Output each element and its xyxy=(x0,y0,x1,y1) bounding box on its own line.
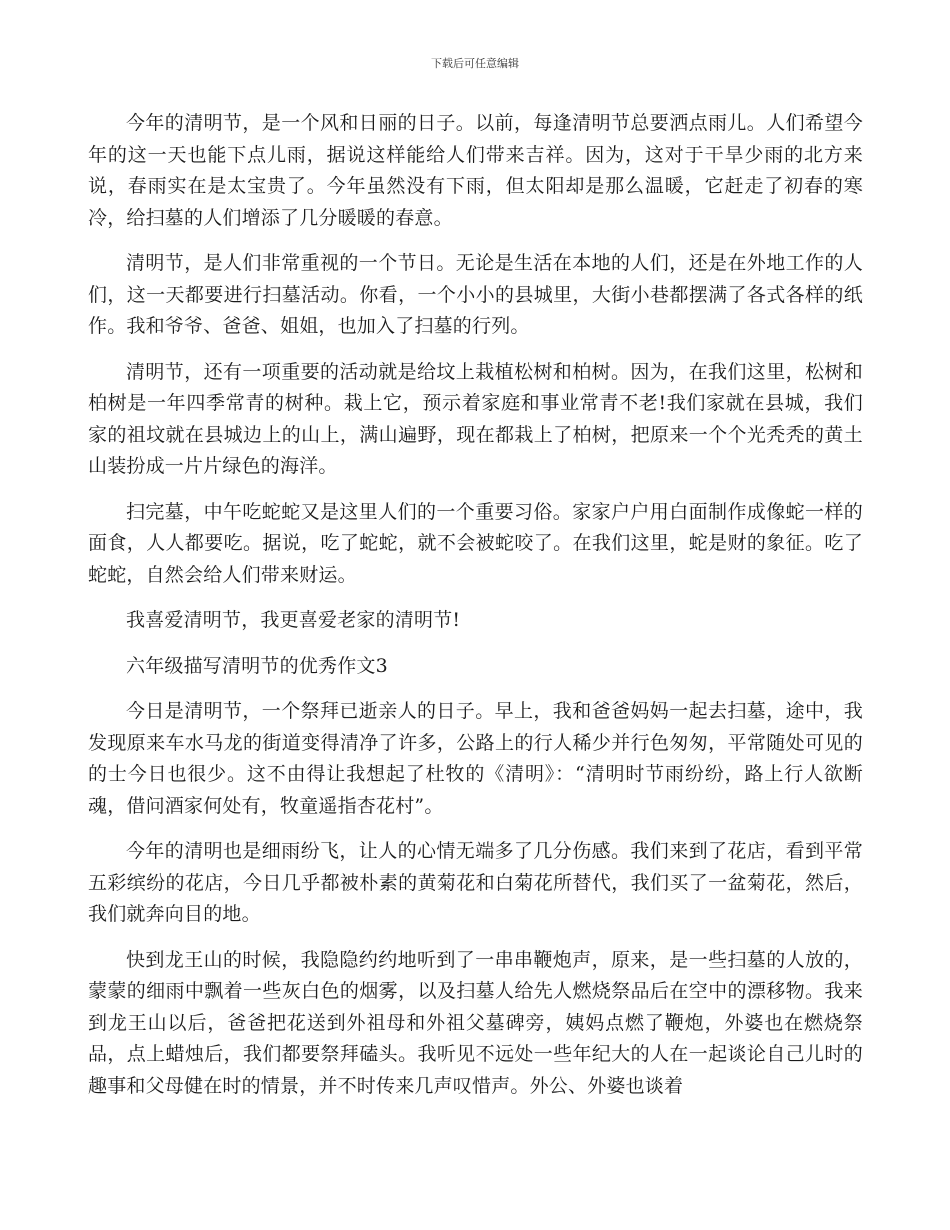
paragraph: 扫完墓，中午吃蛇蛇又是这里人们的一个重要习俗。家家户户用白面制作成像蛇一样的面食，人人都要吃。据说，吃了蛇蛇，就不会被蛇咬了。在我们这里，蛇是财的象征。吃了蛇蛇，自然会给人们带来财运。 xyxy=(88,500,863,586)
page-header-note: 下载后可任意编辑 xyxy=(431,57,519,70)
paragraph: 快到龙王山的时候，我隐隐约约地听到了一串串鞭炮声，原来，是一些扫墓的人放的，蒙蒙的细雨中飘着一些灰白色的烟雾，以及扫墓人给先人燃烧祭品后在空中的漂移物。我来到龙王山以后，爸爸把花送到外祖母和外祖父墓碑旁，姨妈点燃了鞭炮，外婆也在燃烧祭品，点上蜡烛后，我们都要祭拜磕头。我听见不远处一些年纪大的人在一起谈论自己儿时的趣事和父母健在时的情景，并不时传来几声叹惜声。外公、外婆也谈着 xyxy=(88,948,863,1097)
document-body xyxy=(88,108,863,1116)
paragraph: 清明节，还有一项重要的活动就是给坟上栽植松树和柏树。因为，在我们这里，松树和柏树是一年四季常青的树种。栽上它，预示着家庭和事业常青不老!我们家就在县城，我们家的祖坟就在县城边上的山上，满山遍野，现在都栽上了柏树，把原来一个个光秃秃的黄土山装扮成一片片绿色的海洋。 xyxy=(88,360,863,477)
paragraph: 今年的清明节，是一个风和日丽的日子。以前，每逢清明节总要洒点雨儿。人们希望今年的这一天也能下点儿雨，据说这样能给人们带来吉祥。因为，这对于干旱少雨的北方来说，春雨实在是太宝贵了。今年虽然没有下雨，但太阳却是那么温暖，它赶走了初春的寒冷，给扫墓的人们增添了几分暖暖的春意。 xyxy=(88,112,863,229)
paragraph: 我喜爱清明节，我更喜爱老家的清明节! xyxy=(126,609,461,631)
paragraph: 今年的清明也是细雨纷飞，让人的心情无端多了几分伤感。我们来到了花店，看到平常五彩缤纷的花店，今日几乎都被朴素的黄菊花和白菊花所替代，我们买了一盆菊花，然后，我们就奔向目的地。 xyxy=(88,840,863,925)
paragraph: 今日是清明节，一个祭拜已逝亲人的日子。早上，我和爸爸妈妈一起去扫墓，途中，我发现原来车水马龙的街道变得清净了许多，公路上的行人稀少并行色匆匆，平常随处可见的的士今日也很少。这不由得让我想起了杜牧的《清明》：“清明时节雨纷纷，路上行人欲断魂，借问酒家何处有，牧童遥指杏花村”。 xyxy=(88,700,863,817)
section-heading: 六年级描写清明节的优秀作文3 xyxy=(126,654,388,677)
paragraph: 清明节，是人们非常重视的一个节日。无论是生活在本地的人们，还是在外地工作的人们，这一天都要进行扫墓活动。你看，一个小小的县城里，大街小巷都摆满了各式各样的纸作。我和爷爷、爸爸、姐姐，也加入了扫墓的行列。 xyxy=(88,252,863,337)
